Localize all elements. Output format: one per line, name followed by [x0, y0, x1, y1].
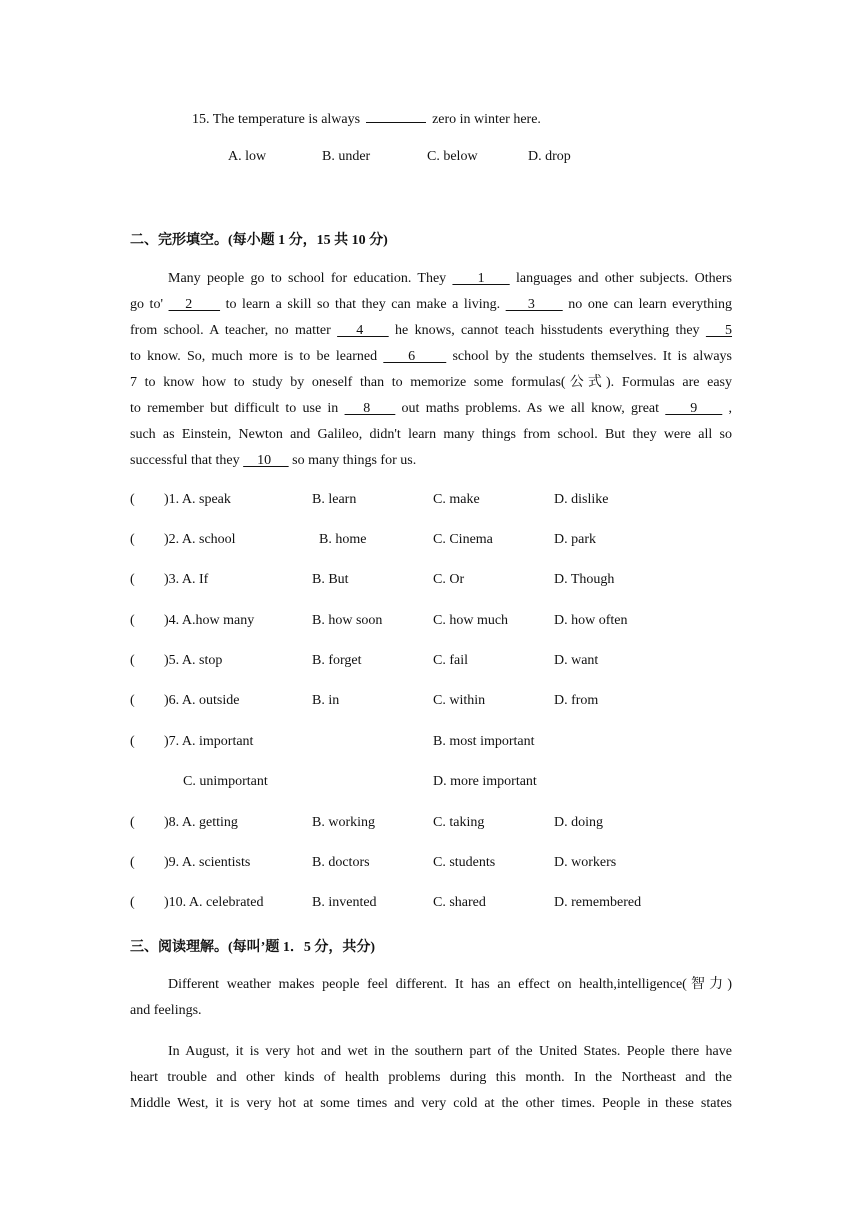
passage-line: from school. A teacher, no matter 4 he knows, cannot teach hisstudents everything they 5: [130, 323, 733, 338]
section-2-title: 二、完形填空。(每小题 1 分，15 共 10 分): [130, 233, 388, 248]
blank-8: 8: [344, 401, 396, 416]
paragraph-line: Different weather makes people feel different. It has an effect on health,intelligence(智力): [168, 977, 732, 992]
paragraph-line: Middle West, it is very hot at some times and very cold at the other times. People in these states: [130, 1096, 732, 1111]
paragraph-line: In August, it is very hot and wet in the southern part of the United States. People there have: [168, 1044, 732, 1059]
question-row: ( )4. A.how many B. how soon C. how much D. how often: [130, 613, 628, 628]
passage-line: 7 to know how to study by oneself than to memorize some formulas(公式). Formulas are easy: [130, 375, 732, 390]
question-row: ( )9. A. scientists B. doctors C. students D. workers: [130, 855, 617, 870]
reading-paragraph-2: [130, 1039, 732, 1117]
reading-paragraph-1: [130, 972, 732, 1024]
passage-line: successful that they 10 so many things for us.: [130, 453, 417, 468]
paragraph-line: heart trouble and other kinds of health problems during this month. In the Northeast and the: [130, 1070, 732, 1085]
option-b: B. under: [322, 149, 371, 164]
passage-line: go to' 2 to learn a skill so that they can make a living. 3 no one can learn everything: [130, 297, 733, 312]
question-row: C. unimportant D. more important: [183, 774, 537, 789]
question-row: ( )2. A. school B. home C. Cinema D. park: [130, 532, 596, 547]
blank-2: 2: [168, 297, 221, 312]
cloze-passage: [130, 266, 732, 474]
passage-line: such as Einstein, Newton and Galileo, didn't learn many things from school. But they were all so: [130, 427, 732, 442]
blank-1: 1: [452, 271, 510, 286]
question-row: ( )10. A. celebrated B. invented C. shared D. remembered: [130, 895, 642, 910]
passage-line: to know. So, much more is to be learned 6 school by the students themselves. It is always: [130, 349, 732, 364]
option-a: A. low: [228, 149, 267, 164]
question-row: ( )7. A. important B. most important: [130, 734, 535, 749]
blank-5: 5: [705, 323, 733, 338]
question-row: ( )8. A. getting B. working C. taking D. doing: [130, 815, 603, 830]
passage-line: Many people go to school for education. They 1 languages and other subjects. Others: [168, 271, 732, 286]
blank-6: 6: [383, 349, 447, 364]
option-d: D. drop: [528, 149, 571, 164]
question-row: ( )6. A. outside B. in C. within D. from: [130, 693, 599, 708]
paragraph-line: and feelings.: [130, 1003, 202, 1018]
blank-10: 10: [243, 453, 289, 468]
question-row: ( )5. A. stop B. forget C. fail D. want: [130, 653, 599, 668]
question-15: [192, 108, 541, 128]
blank-9: 9: [665, 401, 723, 416]
blank-3: 3: [505, 297, 563, 312]
question-15-stem-end: zero in winter here.: [432, 112, 541, 127]
option-c: C. below: [427, 149, 478, 164]
question-row: ( )1. A. speak B. learn C. make D. dislike: [130, 492, 609, 507]
question-row: ( )3. A. If B. But C. Or D. Though: [130, 572, 615, 587]
blank-4: 4: [337, 323, 389, 338]
answer-blank: [366, 108, 426, 123]
section-3-title: 三、阅读理解。(每叫’题 1．5 分，共分): [130, 940, 375, 955]
passage-line: to remember but difficult to use in 8 out maths problems. As we all know, great 9 ,: [130, 401, 733, 416]
question-15-stem: 15. The temperature is always: [192, 112, 361, 127]
